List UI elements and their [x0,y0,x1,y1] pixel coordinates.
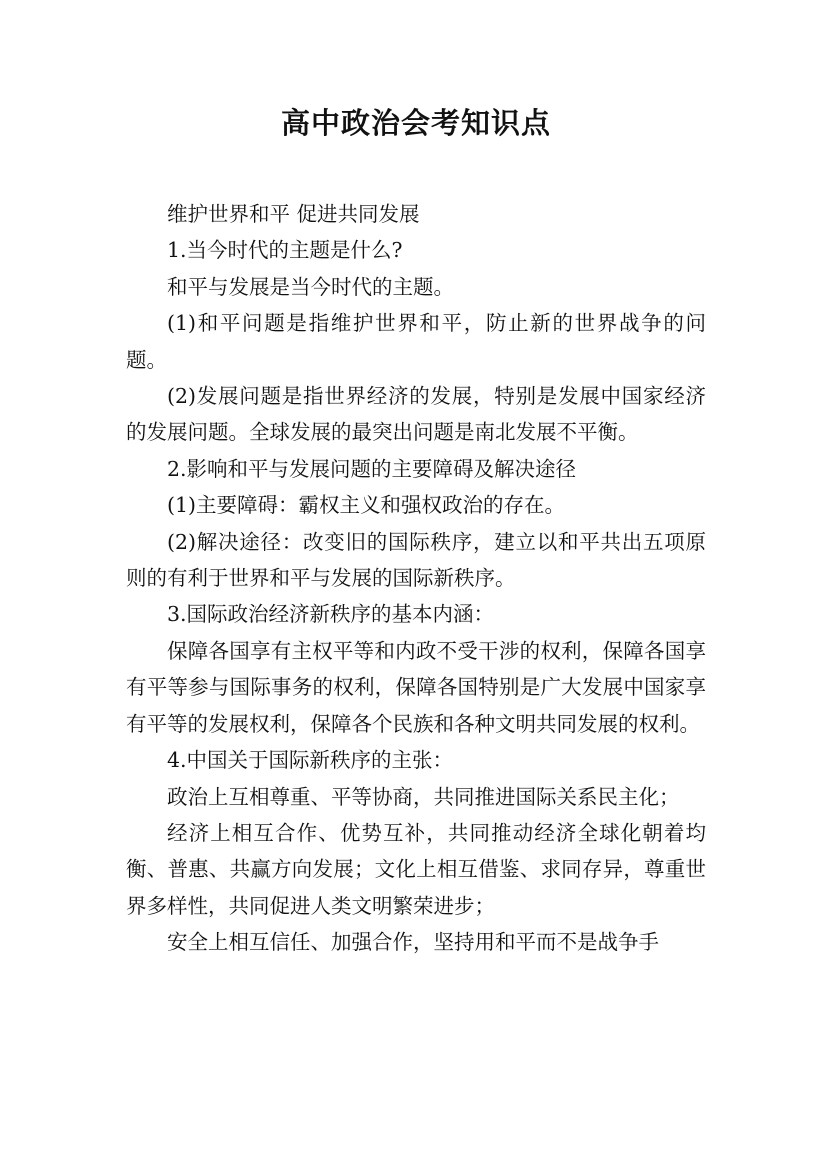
paragraph: (1)和平问题是指维护世界和平，防止新的世界战争的问题。 [126,311,706,372]
document-title: 高中政治会考知识点 [280,106,551,140]
paragraph-question-1: 1.当今时代的主题是什么? [167,238,403,263]
paragraph: (1)主要障碍：霸权主义和强权政治的存在。 [167,493,566,518]
paragraph: 保障各国享有主权平等和内政不受干涉的权利，保障各国享有平等参与国际事务的权利，保障各国特别是广大发展中国家享有平等的发展权利，保障各个民族和各种文明共同发展的权利。 [126,638,706,736]
paragraph: 政治上互相尊重、平等协商，共同推进国际关系民主化； [167,784,680,809]
document-body [126,196,706,961]
paragraph-question-3: 3.国际政治经济新秩序的基本内涵： [167,602,495,627]
paragraph-section-heading: 维护世界和平 促进共同发展 [167,202,420,226]
paragraph: (2)发展问题是指世界经济的发展，特别是发展中国家经济的发展问题。全球发展的最突出问题是南北发展不平衡。 [126,384,706,445]
paragraph: 经济上相互合作、优势互补，共同推动经济全球化朝着均衡、普惠、共赢方向发展；文化上相互借鉴、求同存异，尊重世界多样性，共同促进人类文明繁荣进步； [126,820,706,918]
paragraph-question-2: 2.影响和平与发展问题的主要障碍及解决途径 [167,456,577,481]
paragraph: (2)解决途径：改变旧的国际秩序，建立以和平共出五项原则的有利于世界和平与发展的国际新秩序。 [126,529,706,591]
paragraph: 安全上相互信任、加强合作，坚持用和平而不是战争手 [167,930,659,955]
paragraph: 和平与发展是当今时代的主题。 [167,274,454,299]
paragraph-question-4: 4.中国关于国际新秩序的主张： [167,748,454,773]
